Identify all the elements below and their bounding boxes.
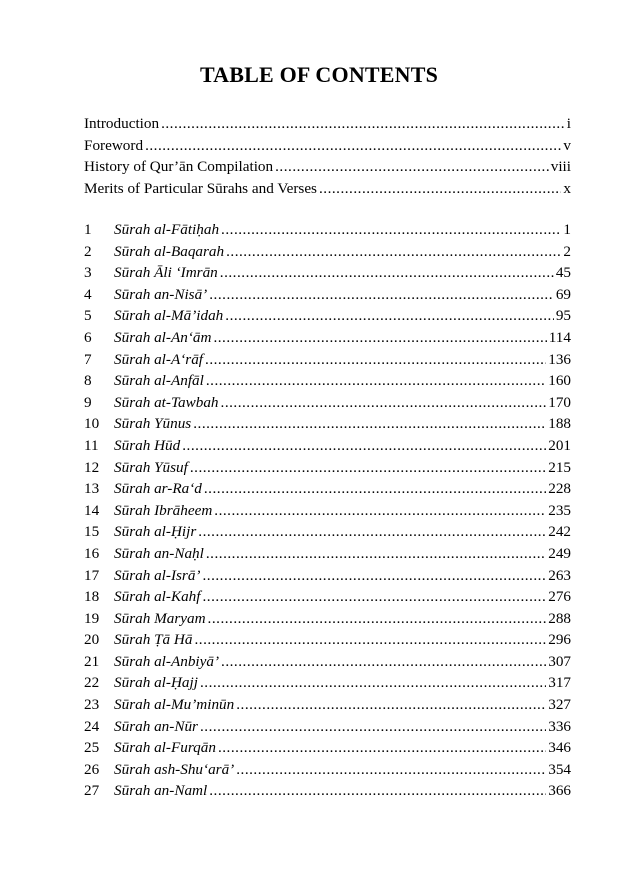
dot-leader — [203, 586, 547, 608]
toc-entry-surah[interactable] — [84, 629, 571, 651]
dot-leader — [226, 241, 561, 263]
surah-number: 27 — [84, 782, 100, 800]
surah-name: Sūrah al-Mā’idah — [114, 307, 224, 325]
entry-page-number: 346 — [548, 739, 571, 757]
toc-entry-surah[interactable] — [84, 349, 571, 371]
dot-leader — [182, 435, 546, 457]
dot-leader — [200, 672, 546, 694]
entry-page-number: x — [563, 179, 571, 197]
surah-number: 4 — [84, 285, 92, 303]
surah-number: 5 — [84, 307, 92, 325]
entry-page-number: 95 — [555, 307, 571, 325]
entry-page-number: 228 — [548, 480, 571, 498]
dot-leader — [193, 413, 546, 435]
toc-entry-introduction[interactable] — [84, 113, 571, 135]
surah-number: 24 — [84, 717, 100, 735]
entry-page-number: 45 — [555, 264, 571, 282]
surah-name: Sūrah al-Fātiḥah — [114, 221, 220, 238]
surah-number: 12 — [84, 458, 100, 476]
dot-leader — [145, 135, 561, 157]
toc-entry-surah[interactable] — [84, 327, 571, 349]
surah-number: 11 — [84, 436, 99, 454]
entry-page-number: 249 — [548, 544, 571, 562]
front-matter-list — [84, 113, 571, 199]
dot-leader — [205, 349, 546, 371]
toc-entry-surah[interactable] — [84, 219, 571, 241]
toc-entry-surah[interactable] — [84, 780, 571, 802]
entry-page-number: 1 — [563, 221, 571, 238]
toc-entry-surah[interactable] — [84, 241, 571, 263]
entry-page-number: 235 — [548, 501, 571, 519]
entry-page-number: 366 — [548, 782, 571, 800]
dot-leader — [221, 392, 547, 414]
surah-name: Sūrah al-Anfāl — [114, 372, 204, 390]
entry-page-number: 354 — [548, 760, 571, 778]
dot-leader — [221, 219, 561, 241]
toc-entry-surah[interactable] — [84, 716, 571, 738]
toc-entry-surah[interactable] — [84, 435, 571, 457]
surah-name: Sūrah al-Baqarah — [114, 242, 225, 260]
dot-leader — [200, 716, 546, 738]
surah-number: 6 — [84, 328, 92, 346]
surah-number: 14 — [84, 501, 100, 519]
entry-label: Foreword — [84, 136, 144, 154]
surah-number: 9 — [84, 393, 92, 411]
entry-page-number: 307 — [548, 652, 571, 670]
toc-entry-surah[interactable] — [84, 457, 571, 479]
surah-number: 26 — [84, 760, 100, 778]
dot-leader — [218, 737, 546, 759]
entry-page-number: 263 — [548, 566, 571, 584]
entry-page-number: v — [563, 136, 571, 154]
toc-entry-surah[interactable] — [84, 305, 571, 327]
surah-name: Sūrah Ibrāheem — [114, 501, 213, 519]
dot-leader — [206, 370, 546, 392]
entry-page-number: i — [566, 115, 571, 132]
surah-number: 8 — [84, 372, 92, 390]
entry-page-number: viii — [550, 158, 571, 176]
dot-leader — [213, 327, 546, 349]
toc-entry-surah[interactable] — [84, 413, 571, 435]
entry-page-number: 114 — [548, 328, 571, 346]
dot-leader — [208, 608, 547, 630]
surah-number: 22 — [84, 674, 100, 692]
toc-entry-surah[interactable] — [84, 737, 571, 759]
surah-name: Sūrah al-Isrā’ — [114, 566, 201, 584]
surah-number: 19 — [84, 609, 100, 627]
toc-entry-surah[interactable] — [84, 608, 571, 630]
entry-page-number: 170 — [548, 393, 571, 411]
toc-entry-surah[interactable] — [84, 262, 571, 284]
surah-number: 20 — [84, 631, 100, 649]
surah-name: Sūrah ash-Shu‘arā’ — [114, 760, 235, 778]
dot-leader — [202, 565, 546, 587]
surah-name: Sūrah al-Mu’minūn — [114, 696, 235, 714]
entry-label: History of Qur’ān Compilation — [84, 158, 274, 176]
dot-leader — [221, 651, 546, 673]
surah-name: Sūrah an-Nisā’ — [114, 285, 208, 303]
toc-entry-surah[interactable] — [84, 370, 571, 392]
dot-leader — [194, 629, 546, 651]
dot-leader — [275, 156, 549, 178]
surah-number: 7 — [84, 350, 92, 368]
surah-name: Sūrah al-Ḥajj — [114, 674, 198, 692]
surah-number: 13 — [84, 480, 100, 498]
surah-name: Sūrah al-Anbiyā’ — [114, 652, 220, 670]
dot-leader — [209, 780, 546, 802]
entry-page-number: 69 — [555, 285, 571, 303]
dot-leader — [236, 694, 546, 716]
surah-number: 23 — [84, 696, 100, 714]
surah-name: Sūrah al-Furqān — [114, 739, 216, 757]
entry-page-number: 188 — [548, 415, 571, 433]
dot-leader — [190, 457, 546, 479]
dot-leader — [206, 543, 546, 565]
surah-name: Sūrah Ṭā Hā — [114, 631, 193, 649]
entry-page-number: 136 — [548, 350, 571, 368]
toc-entry-surah[interactable] — [84, 694, 571, 716]
toc-entry-surah[interactable] — [84, 565, 571, 587]
surah-number: 3 — [84, 264, 92, 282]
page-title: TABLE OF CONTENTS — [199, 62, 439, 87]
surah-name: Sūrah ar-Ra‘d — [114, 480, 202, 498]
toc-entry-history[interactable] — [84, 156, 571, 178]
dot-leader — [198, 521, 546, 543]
surah-list — [84, 219, 571, 802]
dot-leader — [161, 113, 565, 135]
entry-page-number: 2 — [563, 242, 571, 260]
dot-leader — [220, 262, 554, 284]
surah-number: 15 — [84, 523, 100, 541]
surah-name: Sūrah Āli ‘Imrān — [114, 264, 218, 282]
surah-name: Sūrah al-Ḥijr — [114, 523, 197, 541]
entry-page-number: 215 — [548, 458, 571, 476]
entry-page-number: 317 — [548, 674, 571, 692]
toc-entry-surah[interactable] — [84, 543, 571, 565]
surah-name: Sūrah al-A‘rāf — [114, 350, 204, 368]
toc-entry-foreword[interactable] — [84, 135, 571, 157]
surah-name: Sūrah an-Naml — [114, 782, 208, 800]
surah-name: Sūrah Maryam — [114, 609, 206, 627]
surah-number: 17 — [84, 566, 100, 584]
dot-leader — [209, 284, 554, 306]
surah-number: 25 — [84, 739, 100, 757]
entry-page-number: 296 — [548, 631, 571, 649]
toc-entry-surah[interactable] — [84, 586, 571, 608]
toc-entry-surah[interactable] — [84, 500, 571, 522]
dot-leader — [319, 178, 561, 200]
dot-leader — [214, 500, 546, 522]
entry-label: Merits of Particular Sūrahs and Verses — [84, 179, 317, 197]
toc-entry-surah[interactable] — [84, 392, 571, 414]
entry-page-number: 336 — [548, 717, 571, 735]
surah-name: Sūrah al-Kahf — [114, 588, 201, 606]
toc-entry-surah[interactable] — [84, 284, 571, 306]
surah-name: Sūrah Hūd — [114, 436, 181, 454]
surah-name: Sūrah an-Naḥl — [114, 544, 204, 562]
toc-entry-merits[interactable] — [84, 178, 571, 200]
surah-name: Sūrah at-Tawbah — [114, 393, 219, 411]
surah-name: Sūrah Yūnus — [114, 415, 192, 433]
toc-entry-surah[interactable] — [84, 521, 571, 543]
entry-page-number: 160 — [548, 372, 571, 390]
surah-number: 18 — [84, 588, 100, 606]
surah-number: 16 — [84, 544, 100, 562]
dot-leader — [236, 759, 546, 781]
entry-page-number: 276 — [548, 588, 571, 606]
toc-entry-surah[interactable] — [84, 672, 571, 694]
surah-number: 2 — [84, 242, 92, 260]
surah-number: 10 — [84, 415, 100, 433]
toc-entry-surah[interactable] — [84, 651, 571, 673]
entry-label: Introduction — [84, 115, 160, 132]
surah-name: Sūrah Yūsuf — [114, 458, 188, 476]
entry-page-number: 242 — [548, 523, 571, 541]
surah-name: Sūrah al-An‘ām — [114, 328, 212, 346]
surah-name: Sūrah an-Nūr — [114, 717, 198, 735]
entry-page-number: 201 — [548, 436, 571, 454]
surah-number: 21 — [84, 652, 100, 670]
dot-leader — [225, 305, 554, 327]
toc-entry-surah[interactable] — [84, 759, 571, 781]
entry-page-number: 288 — [548, 609, 571, 627]
toc-entry-surah[interactable] — [84, 478, 571, 500]
dot-leader — [204, 478, 546, 500]
entry-page-number: 327 — [548, 696, 571, 714]
surah-number: 1 — [84, 221, 92, 238]
